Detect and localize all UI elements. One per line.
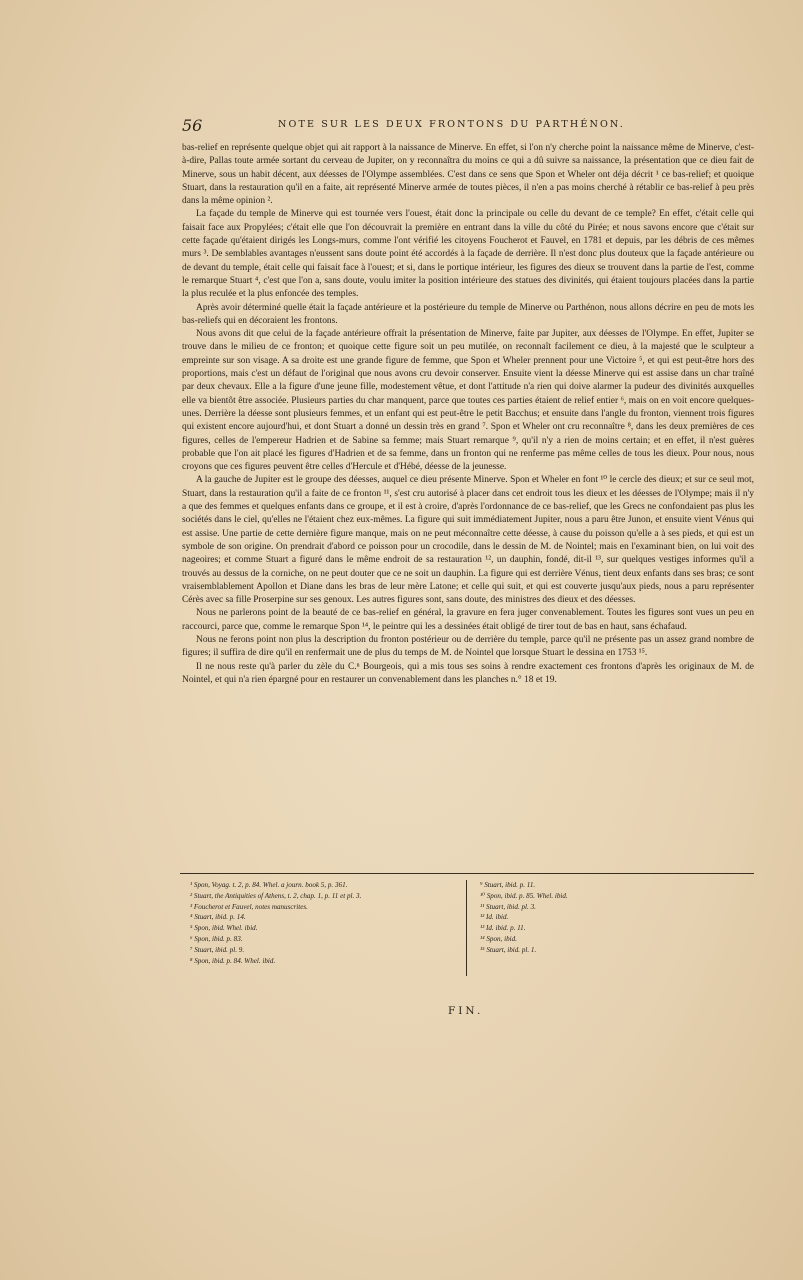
footnote: ⁵ Spon, ibid. Whel. ibid. [190, 924, 258, 933]
footnote: ¹⁵ Stuart, ibid. pl. 1. [480, 945, 537, 954]
footnote: ³ Foucherot et Fauvel, notes manuscrites. [190, 902, 308, 911]
footnote: ⁶ Spon, ibid. p. 83. [190, 934, 243, 943]
paragraph: Nous ne ferons point non plus la description du fronton postérieur ou de derrière du temple, parce qu'il ne présente pas un assez grand nombre de figures; il suffira de dire qu'il en renfermait une de plus du temps de M. de Nointel que lorsque Stuart le dessina en 1753 ¹⁵. [182, 634, 754, 659]
paragraph: bas-relief en représente quelque objet qui ait rapport à la naissance de Minerve. En effet, si l'on n'y cherche point la naissance même de Minerve, c'est-à-dire, Pallas toute armée sortant du cerveau de Jupiter, on y reconnaîtra du moins ce qui a dû suivre sa naissance, la présentation que ce dieu fait de Minerve, sous un habit décent, aux déesses de l'Olympe assemblées. C'est dans ce sens que Spon et Wheler ont déja décrit ¹ ce bas-relief; et quoique Stuart, dans la restauration qu'il en a faite, ait représenté Minerve armée de toutes pièces, il n'en a pas moins cherché à rétablir ce bas-relief à peu près dans la même opinion ². [182, 143, 754, 207]
paragraph: Nous ne parlerons point de la beauté de ce bas-relief en général, la gravure en fera juger convenablement. Toutes les figures sont vues un peu en raccourci, parce que, comme le remarque Spon ¹⁴, le peintre qui les a dessinées était obligé de tirer tout de bas en haut, sans échafaud. [182, 608, 754, 632]
footnote: ¹⁰ Spon, ibid. p. 85. Whel. ibid. [480, 891, 568, 900]
paragraph: Nous avons dit que celui de la façade antérieure offrait la présentation de Minerve, faite par Jupiter, aux déesses de l'Olympe. En effet, Jupiter se trouve dans le milieu de ce fronton; et quoique cette figure soit un peu mutilée, on reconnaît facilement ce dieu, à la majesté que le sculpteur a empreinte sur son visage. A sa droite est une grande figure de femme, que Spon et Wheler prennent pour une Victoire ⁵, et qui est peut-être hors des proportions, mais c'est un défaut de l'original que nous avons cru devoir conserver. Ensuite vient la déesse Minerve qui est assise dans un char traîné par deux chevaux. Elle a la figure d'une jeune fille, modestement vêtue, et dont l'attitude n'a rien qui doive alarmer la pudeur des divinités auxquelles elle va bientôt être associée. Plusieurs parties du char manquent, parce que toutes ces parties étaient de relief entier ⁶, mais on en voit encore quelques-unes. Derrière la déesse sont plusieurs femmes, et un enfant qui est peut-être le petit Bacchus; et ensuite dans l'angle du fronton, viennent trois figures qui existent encore aujourd'hui, et dont Stuart a donné un dessin très en grand ⁷. Spon et Wheler ont cru reconnaître ⁸, dans les deux premières de ces figures, celles de l'empereur Hadrien et de Sabine sa femme; mais Stuart remarque ⁹, qu'il n'y a rien de moins certain; et en effet, il n'est guères probable que l'on ait placé les figures d'Hadrien et de sa femme, dans un fronton qui ne renferme pas même celles de tous les dieux. Pour nous, nous croyons que ces figures peuvent être celles d'Hercule et d'Hébé, déesse de la jeunesse. [182, 329, 754, 473]
page-number: 56 [182, 116, 203, 135]
footnote: ¹¹ Stuart, ibid. pl. 3. [480, 902, 536, 911]
footnote: ⁹ Stuart, ibid. p. 11. [480, 881, 536, 889]
footnote: ¹⁴ Spon, ibid. [480, 934, 517, 943]
footnotes-column-divider [466, 880, 467, 976]
paragraph: A la gauche de Jupiter est le groupe des déesses, auquel ce dieu présente Minerve. Spon et Wheler en font ¹⁰ le cercle des dieux; et sur ce seul mot, Stuart, dans la restauration qu'il a faite de ce fronton ¹¹, s'est cru autorisé à placer dans cet endroit tous les dieux et les déesses de l'Olympe; mais il n'y a que des femmes et quelques enfants dans ce groupe, et il est à croire, d'après l'ordonnance de ce bas-relief, que les Grecs ne confondaient pas plus les sociétés dans le ciel, qu'elles ne l'étaient chez eux-mêmes. La figure qui suit immédiatement Jupiter, nous a paru être Junon, et ensuite vient Vénus qui est assise. Une partie de cette dernière figure manque, mais on ne peut méconnaître cette déesse, à cause du poisson qu'elle a à ses pieds, et qui est un symbole de son origine. On prendrait d'abord ce poisson pour un crocodile, dans le dessin de M. de Nointel; mais en l'examinant bien, on lui voit des nageoires; et comme Stuart a figuré dans le même endroit de sa restauration ¹², un dauphin, fondé, dit-il ¹³, sur quelques vestiges informes qu'il a trouvés au dessus de la corniche, on ne peut douter que ce ne soit un dauphin. La figure qui est derrière Vénus, tient deux enfants dans ses bras; ce sont vraisemblablement Apollon et Diane dans les bras de leur mère Latone; et celle qui suit, et qui est couverte jusqu'aux pieds, nous a paru représenter Cérès avec sa fille Proserpine sur ses genoux. Les autres figures sont, sans doute, des ministres des dieux et des déesses. [182, 475, 754, 606]
paragraph: Après avoir déterminé quelle était la façade antérieure et la postérieure du temple de Minerve ou Parthénon, nous allons décrire en peu de mots les bas-reliefs qui en décoraient les frontons. [182, 302, 754, 326]
footnote: ⁷ Stuart, ibid. pl. 9. [190, 945, 245, 954]
paragraph: La façade du temple de Minerve qui est tournée vers l'ouest, était donc la principale ou celle du devant de ce temple? En effet, c'était celle qui faisait face aux Propylées; c'était elle que l'on découvrait la première en entrant dans la ville du côté du Pirée; et nous savons encore que c'était sur cette façade qu'étaient dirigés les Longs-murs, comme l'ont vérifié les citoyens Foucherot et Fauvel, en 1781 et depuis, par les débris de ces mêmes murs ³. De semblables avantages n'eussent sans doute point été accordés à la façade de derrière. Il n'est donc plus douteux que la façade antérieure ou de devant du temple, était celle qui faisait face à l'ouest; et si, dans le portique intérieur, les figures des dieux se trouvent dans la partie de l'est, comme le remarque Stuart ⁴, c'est que l'on a, sans doute, voulu imiter la position intérieure des statues des divinités, qui étaient toujours placées dans la partie la plus reculée et la plus enfoncée des temples. [182, 209, 754, 300]
body-text [182, 142, 754, 687]
page-header [182, 116, 754, 136]
footnotes-rule [180, 873, 754, 874]
footnote: ¹ Spon, Voyag. t. 2, p. 84. Whel. a journ. book 5, p. 361. [190, 881, 348, 889]
footnote: ² Stuart, the Antiquities of Athens, t. 2, chap. 1, p. 11 et pl. 3. [190, 891, 362, 900]
footnote: ⁸ Spon, ibid. p. 84. Whel. ibid. [190, 956, 276, 965]
paragraph: Il ne nous reste qu'à parler du zèle du C.ⁿ Bourgeois, qui a mis tous ses soins à rendre exactement ces frontons d'après les originaux de M. de Nointel, et qui n'a rien épargné pour en restaurer un convenablement dans les planches n.° 18 et 19. [182, 661, 754, 685]
footnotes-right-column [480, 880, 740, 956]
running-title: NOTE SUR LES DEUX FRONTONS DU PARTHÉNON. [278, 119, 625, 130]
footnote: ⁴ Stuart, ibid. p. 14. [190, 913, 246, 922]
footnote: ¹³ Id. ibid. p. 11. [480, 924, 526, 933]
closing-fin: FIN. [448, 1005, 484, 1017]
footnote: ¹² Id. ibid. [480, 913, 509, 922]
footnotes-left-column [190, 880, 460, 966]
